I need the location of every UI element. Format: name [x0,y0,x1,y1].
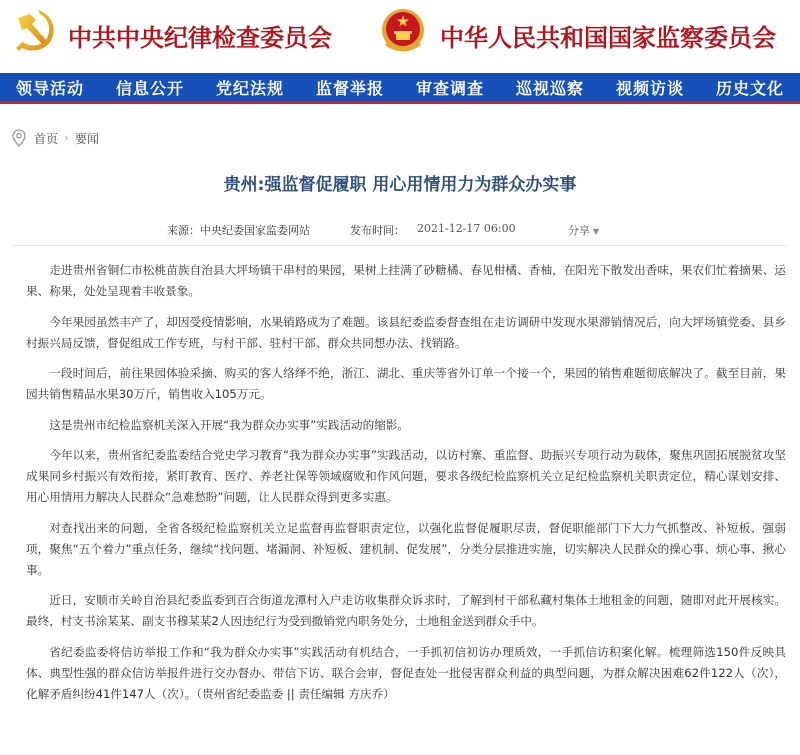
article-paragraph: 省纪委监委将信访举报工作和“我为群众办实事”实践活动有机结合，一手抓初信初访办理质效，一手抓信访积案化解。梳理筛选150件反映具体、典型性强的群众信访举报件进行交办督办、带信下访、联合会审，督促查处一批侵害群众利益的典型问题，为群众解决困难62件122人（次），化解矛盾纠纷41件147人（次）。（贵州省纪委监委 || 责任编辑 方庆乔） [26,644,786,701]
nav-item-leadership[interactable]: 领导活动 [15,78,84,98]
national-emblem-icon[interactable] [380,6,426,56]
caret-down-icon: ▼ [593,227,600,236]
cpc-ccdi-title[interactable]: 中共中央纪律检查委员会 [68,23,332,52]
meta-divider [12,245,787,246]
nav-item-inspection[interactable]: 巡视巡察 [515,78,584,98]
article-paragraph: 对查找出来的问题，全省各级纪检监察机关立足监督再监督职责定位，以强化监督促履职尽责，督促职能部门下大力气抓整改、补短板、强弱项，聚焦“五个着力”重点任务，继续“找问题、堵漏洞、补短板、建机制、促发展”，分类分层推进实施，切实解决人民群众的操心事、烦心事、揪心事。 [26,520,786,577]
article-paragraph: 今年果园虽然丰产了，却因受疫情影响，水果销路成为了难题。该县纪委监委督查组在走访调研中发现水果滞销情况后，向大坪场镇党委、县乡村振兴局反馈，督促组成工作专班，与村干部、驻村干部、群众共同想办法、找销路。 [26,314,786,350]
main-nav [0,73,800,104]
nav-item-report[interactable]: 监督举报 [315,78,384,98]
nav-item-history[interactable]: 历史文化 [715,78,784,98]
site-header [0,0,800,73]
breadcrumb-home-link[interactable]: 首页 [34,131,59,146]
nav-item-info-disclosure[interactable]: 信息公开 [115,78,184,98]
nsc-title[interactable]: 中华人民共和国国家监察委员会 [440,23,776,52]
party-emblem-icon[interactable] [10,6,60,56]
nav-item-video[interactable]: 视频访谈 [615,78,684,98]
share-button[interactable] [568,222,599,238]
publish-time-value: 2021-12-17 06:00 [417,222,516,235]
article-paragraph: 近日，安顺市关岭自治县纪委监委到百合街道龙潭村入户走访收集群众诉求时，了解到村干部私藏村集体土地租金的问题，随即对此开展核实。最终，村支书涂某某、副支书穆某某2人因违纪行为受到撤销党内职务处分，土地租金送到群众手中。 [26,593,786,628]
share-label: 分享 [568,224,590,237]
article-paragraph: 一段时间后，前往果园体验采摘、购买的客人络绎不绝，浙江、湖北、重庆等省外订单一个接一个，果园的销售难题彻底解决了。截至目前，果园共销售精品水果30万斤，销售收入105万元。 [26,366,786,401]
article-body [26,260,786,714]
article-title: 贵州:强监督促履职 用心用情用力为群众办实事 [223,175,577,195]
location-pin-icon [12,129,26,147]
article-source: 来源：中央纪委国家监委网站 [167,224,310,237]
article-paragraph: 走进贵州省铜仁市松桃苗族自治县大坪场镇干串村的果园，果树上挂满了砂糖橘、春见柑橘、香柚，在阳光下散发出香味，果农们忙着摘果、运果、称果，处处呈现着丰收景象。 [26,263,786,298]
publish-time-label: 发布时间： [350,224,405,237]
breadcrumb [12,129,99,147]
chevron-right-icon: › [64,131,69,145]
nav-item-investigation[interactable]: 审查调查 [415,78,484,98]
article-paragraph: 今年以来，贵州省纪委监委结合党史学习教育“我为群众办实事”实践活动，以访村寨、重监督、助振兴专项行动为载体，聚焦巩固拓展脱贫攻坚成果同乡村振兴有效衔接，紧盯教育、医疗、养老社保等领域腐败和作风问题，要求各级纪检监察机关立足纪检监察机关职责定位，精心谋划安排、用心用情用力解决人民群众“急难愁盼”问题，让人民群众得到更多实惠。 [26,448,786,504]
article-paragraph: 这是贵州市纪检监察机关深入开展“我为群众办实事”实践活动的缩影。 [49,417,410,432]
nav-item-regulations[interactable]: 党纪法规 [215,78,284,98]
breadcrumb-current-link[interactable]: 要闻 [74,131,99,146]
